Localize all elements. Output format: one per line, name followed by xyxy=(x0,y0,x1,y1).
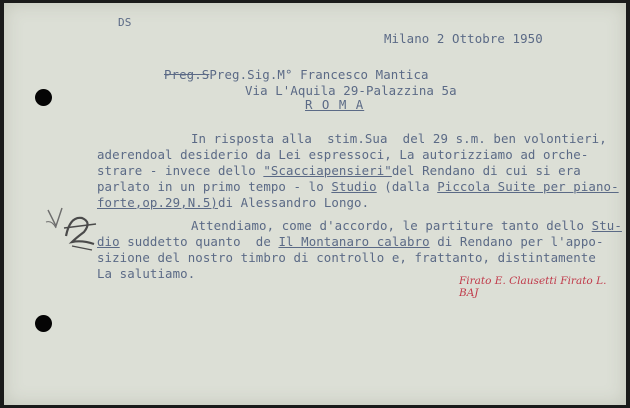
title-studio: Studio xyxy=(331,179,377,194)
title-piccola-suite: Piccola Suite per piano- xyxy=(437,179,619,194)
p2-line-1 xyxy=(191,218,622,233)
text-run: suddetto quanto de xyxy=(119,234,279,249)
initials: DS xyxy=(118,16,132,29)
p1-line-2: aderendoal desiderio da Lei espressoci, La autorizziamo ad orche- xyxy=(97,147,589,162)
letter-sheet xyxy=(4,3,626,405)
struck-salutation: Preg.S xyxy=(164,67,210,82)
title-montanaro: Il Montanaro calabro xyxy=(278,234,430,249)
p1-line-4 xyxy=(97,179,619,194)
p1-line-1: In risposta alla stim.Sua del 29 s.m. ben volontieri, xyxy=(191,131,607,146)
opus-number: ,op.29,N.5) xyxy=(134,195,218,210)
punch-hole xyxy=(35,315,52,332)
text-run: di Rendano per l'appo- xyxy=(429,234,604,249)
pencil-mark-icon xyxy=(42,198,102,258)
recipient-city: R O M A xyxy=(305,97,365,112)
place-date: Milano 2 Ottobre 1950 xyxy=(384,31,543,46)
text-run: del Rendano di cui si era xyxy=(391,163,581,178)
signature-stamp: Firato E. Clausetti Firato L. BAJ xyxy=(459,275,607,299)
punch-hole xyxy=(35,89,52,106)
p1-line-5 xyxy=(97,195,369,210)
text-run: parlato in un primo tempo - lo xyxy=(97,179,332,194)
text-run: di Alessandro Longo. xyxy=(217,195,370,210)
text-run: (dalla xyxy=(376,179,438,194)
p1-line-3 xyxy=(97,163,581,178)
title-studio-split: Stu- xyxy=(591,218,622,233)
p2-line-4: La salutiamo. xyxy=(97,266,196,281)
p2-line-2 xyxy=(97,234,604,249)
title-studio-cont: dio xyxy=(97,234,120,249)
title-scacciapensieri: "Scacciapensieri" xyxy=(263,163,392,178)
p2-line-3: sizione del nostro timbro di controllo e, frattanto, distintamente xyxy=(97,250,596,265)
recipient-name: Preg.Sig.M° Francesco Mantica xyxy=(209,67,429,82)
recipient-line-1 xyxy=(164,67,429,82)
text-run: strare - invece dello xyxy=(97,163,264,178)
recipient-address: Via L'Aquila 29-Palazzina 5a xyxy=(245,83,457,98)
title-forte: forte xyxy=(97,195,135,210)
text-run: Attendiamo, come d'accordo, le partiture tanto dello xyxy=(191,218,592,233)
